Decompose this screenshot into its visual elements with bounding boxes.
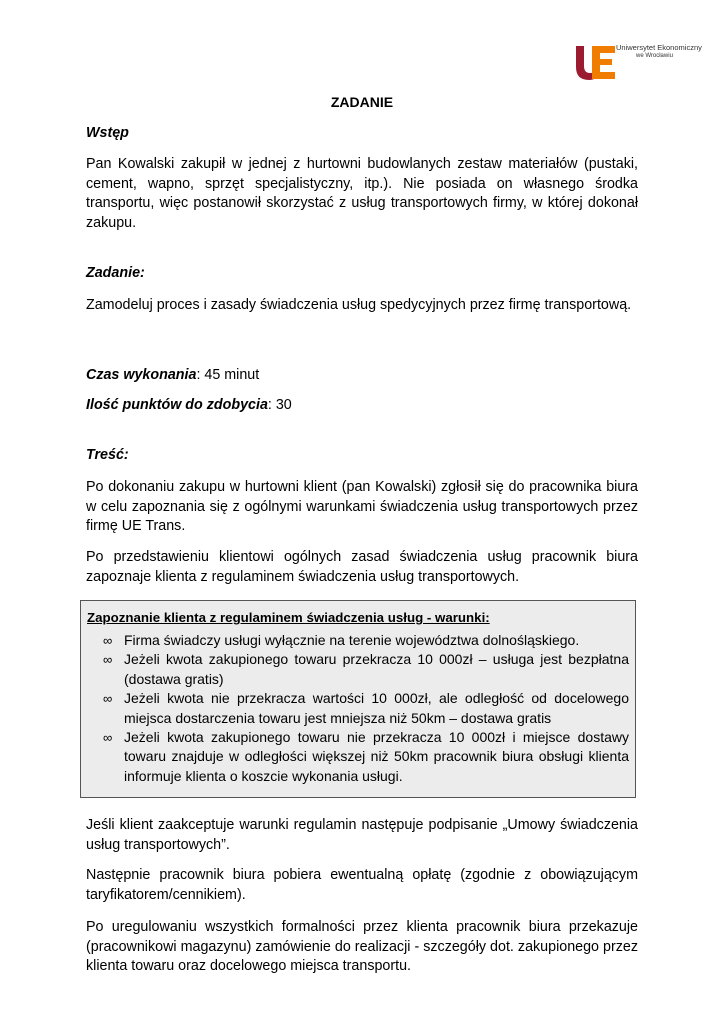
list-item — [87, 689, 635, 728]
task-heading: Zadanie: — [86, 265, 145, 281]
points-label: Ilość punktów do zdobycia — [86, 397, 268, 413]
infinity-bullet-icon: ∞ — [103, 691, 113, 707]
rule-text: Firma świadczy usługi wyłącznie na terenie województwa dolnośląskiego. — [124, 632, 580, 648]
rules-box-title: Zapoznanie klienta z regulaminem świadczenia usług - warunki: — [87, 610, 490, 625]
content-paragraph-2: Po przedstawieniu klientowi ogólnych zasad świadczenia usług pracownik biura zapoznaje klienta z regulaminem świadczenia usług transportowych. — [86, 549, 638, 585]
ue-logo-icon — [574, 42, 618, 82]
rule-text: Jeżeli kwota nie przekracza wartości 10 000zł, ale odległość od docelowego miejsca dostarczenia towaru jest mniejsza niż 50km – dostawa gratis — [124, 690, 629, 726]
list-item — [87, 728, 635, 786]
rule-text: Jeżeli kwota zakupionego towaru przekracza 10 000zł – usługa jest bezpłatna (dostawa gratis) — [124, 651, 629, 687]
time-value: : 45 minut — [196, 367, 260, 383]
task-paragraph: Zamodeluj proces i zasady świadczenia usług spedycyjnych przez firmę transportową. — [86, 297, 632, 313]
time-label: Czas wykonania — [86, 367, 197, 383]
time-line — [86, 366, 638, 386]
rules-box — [80, 600, 636, 798]
content-heading: Treść: — [86, 447, 129, 463]
rule-text: Jeżeli kwota zakupionego towaru nie przekracza 10 000zł i miejsce dostawy towaru znajduje w odległości większej niż 50km pracownik biura obsługi klienta informuje klienta o koszcie wykonania usługi. — [124, 729, 629, 784]
after-paragraph-2: Następnie pracownik biura pobiera ewentualną opłatę (zgodnie z obowiązującym taryfikatorem/cennikiem). — [86, 867, 638, 903]
after-paragraph-1: Jeśli klient zaakceptuje warunki regulamin następuje podpisanie „Umowy świadczenia usług transportowych”. — [86, 817, 638, 853]
infinity-bullet-icon: ∞ — [103, 633, 113, 648]
content-paragraph-1: Po dokonaniu zakupu w hurtowni klient (pan Kowalski) zgłosił się do pracownika biura w celu zapoznania się z ogólnymi warunkami świadczenia usług transportowych przez firmę UE Trans. — [86, 479, 638, 535]
logo-text-line2: we Wrocławiu — [636, 53, 673, 59]
page-title: ZADANIE — [330, 94, 394, 110]
list-item — [87, 631, 635, 650]
rules-list — [87, 631, 635, 786]
intro-heading: Wstęp — [86, 125, 129, 141]
points-value: : 30 — [267, 397, 292, 413]
university-logo — [574, 42, 702, 82]
infinity-bullet-icon: ∞ — [103, 730, 113, 746]
infinity-bullet-icon: ∞ — [103, 652, 113, 668]
intro-paragraph: Pan Kowalski zakupił w jednej z hurtowni budowlanych zestaw materiałów (pustaki, cement, wapno, sprzęt specjalistyczny, itp.). Nie posiada on własnego środka transportu, więc postanowił skorzystać z usług transportowych firmy, w której dokonał zakupu. — [86, 156, 638, 231]
after-paragraph-3: Po uregulowaniu wszystkich formalności przez klienta pracownik biura przekazuje (pracownikowi magazynu) zamówienie do realizacji - szczegóły dot. zakupionego przez klienta towaru oraz docelowego miejsca transportu. — [86, 919, 638, 975]
list-item — [87, 650, 635, 689]
points-line — [86, 396, 638, 416]
logo-text-line1: Uniwersytet Ekonomiczny — [616, 43, 702, 52]
